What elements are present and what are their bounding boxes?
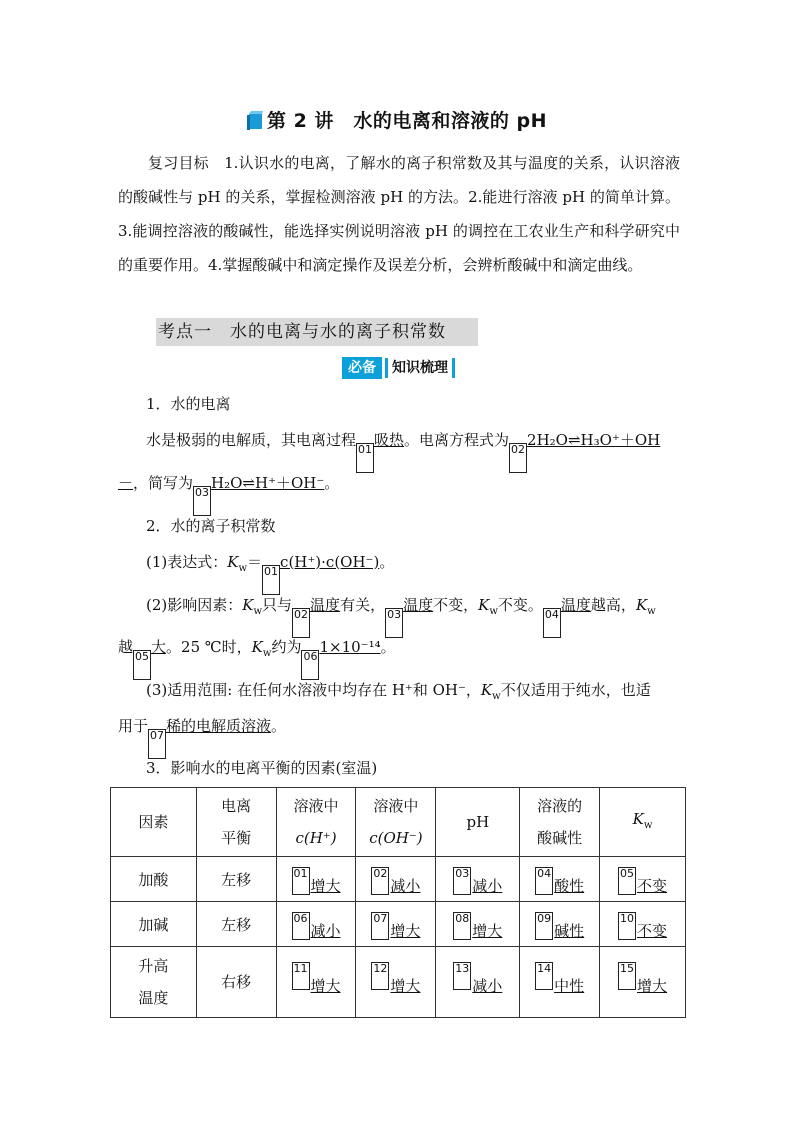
row-equilibrium: 右移: [196, 947, 276, 1018]
table-cell: [276, 902, 356, 947]
s2-p3-text: (3)适用范围: 在任何水溶液中均存在 H⁺和 OH⁻，: [146, 681, 481, 699]
blank-number: 11: [292, 962, 310, 990]
s2-heading: 2．水的离子积常数: [146, 517, 276, 535]
kw-symbol: K: [632, 809, 644, 828]
table-cell: [520, 857, 600, 902]
table-cell: [520, 947, 600, 1018]
table-cell: [436, 857, 520, 902]
badge-tag: 必备: [342, 357, 382, 379]
blank-number: 10: [618, 912, 636, 940]
period: 。: [379, 553, 395, 571]
answer: 温度: [560, 596, 591, 614]
row-factor: [111, 947, 197, 1018]
s2-p2-text: 有关，: [340, 596, 386, 614]
blank-number: 02: [371, 867, 389, 895]
kw-sub: w: [492, 691, 501, 702]
answer: 酸性: [554, 876, 585, 895]
header-text: c(H⁺): [295, 829, 337, 847]
header-ch: [276, 788, 356, 857]
objectives-line-4: 学研究中的重要作用。4.掌握酸碱中和滴定操作及误差分析，会辨析酸碱中和滴: [118, 222, 680, 274]
header-kw: [600, 788, 686, 857]
header-ph: pH: [436, 788, 520, 857]
answer: 稀的电解质溶液: [166, 717, 272, 735]
s2-p2-text: 越高，: [590, 596, 636, 614]
kw-sub: w: [253, 606, 263, 617]
s2-p2-text: 约为: [271, 638, 302, 656]
lesson-title-text: 第 2 讲 水的电离和溶液的 pH: [266, 110, 548, 132]
table-cell: [600, 857, 686, 902]
answer: 增大: [310, 977, 341, 995]
table-cell: [600, 902, 686, 947]
s2-p2-text: 只与: [262, 596, 293, 614]
kw-sub: w: [262, 648, 272, 659]
answer: c(H⁺)·c(OH⁻): [280, 553, 380, 571]
table-cell: [276, 857, 356, 902]
badge-label: 知识梳理: [385, 358, 455, 378]
row-factor-text: 升高: [138, 957, 169, 975]
table-cell: [436, 947, 520, 1018]
header-text: 溶液中: [373, 797, 419, 815]
kw-symbol: K: [242, 596, 254, 614]
s1-text-a: 水是极弱的电解质，其电离过程: [146, 431, 357, 449]
blank-number: 06: [292, 912, 310, 940]
table-row: [111, 947, 686, 1018]
row-equilibrium: 左移: [196, 902, 276, 947]
s1-text-b: 。电离方程式为: [404, 431, 510, 449]
blank-number: 15: [618, 962, 636, 990]
table-row: [111, 902, 686, 947]
row-factor: 加酸: [111, 857, 197, 902]
kw-sub: w: [489, 606, 498, 617]
answer: 减小: [390, 876, 421, 895]
table-row: [111, 857, 686, 902]
blank-number: 03: [385, 608, 403, 638]
header-text: 溶液中: [293, 797, 339, 815]
answer: 中性: [554, 977, 585, 995]
answer: 不变: [637, 876, 668, 895]
kw-symbol: K: [478, 596, 490, 614]
blank-number: 01: [356, 443, 374, 473]
lesson-title: [0, 106, 794, 133]
blank-number: 08: [453, 912, 471, 940]
answer: 减小: [310, 921, 341, 940]
table-cell: [356, 902, 436, 947]
answer: 不变: [637, 921, 668, 940]
kw-symbol: K: [635, 596, 648, 614]
blank-number: 06: [301, 650, 319, 680]
objectives-line-3: 计算。3.能调控溶液的酸碱性，能选择实例说明溶液 pH 的调控在工农业生产和科: [118, 188, 680, 240]
table-cell: [276, 947, 356, 1018]
blank-number: 04: [543, 608, 561, 638]
blank-number: 09: [535, 912, 553, 940]
kw-sub: w: [238, 563, 248, 574]
kw-sub: w: [643, 819, 653, 831]
row-equilibrium: 左移: [196, 857, 276, 902]
blank-number: 04: [535, 867, 553, 895]
answer: 增大: [637, 977, 668, 995]
blank-number: 03: [453, 867, 471, 895]
row-factor-text: 温度: [138, 989, 169, 1007]
objectives-line-1: 复习目标 1.认识水的电离，了解水的离子积常数及其与温度的关系，认识: [148, 154, 650, 172]
blank-number: 01: [262, 565, 280, 595]
s2-p2-text: 不变，: [433, 596, 479, 614]
s2-p2-line2: [118, 632, 684, 680]
blank-number: 07: [148, 729, 166, 759]
blank-number: 02: [509, 443, 527, 473]
s2-p1-text: (1)表达式：: [146, 553, 228, 571]
equals: ＝: [247, 553, 263, 571]
section-heading: 考点一 水的电离与水的离子积常数: [156, 318, 478, 346]
book-icon: [247, 110, 263, 130]
answer: 减小: [472, 977, 503, 995]
s2-p3-line1: [146, 675, 712, 712]
s1-text-d: 。: [324, 474, 340, 492]
answer: 减小: [472, 876, 503, 895]
objectives-line-2: 溶液的酸碱性与 pH 的关系，掌握检测溶液 pH 的方法。2.能进行溶液 pH 的简单: [118, 154, 680, 206]
blank-number: 12: [371, 962, 389, 990]
table-cell: [520, 902, 600, 947]
table-header-row: [111, 788, 686, 857]
s2-p2-text: 。25 ℃时，: [166, 638, 252, 656]
s2-p3-text: 用于: [118, 717, 149, 735]
answer: 吸热: [374, 431, 405, 449]
blank-number: 02: [292, 608, 310, 638]
answer: 增大: [472, 921, 503, 940]
answer: 增大: [310, 876, 341, 895]
blank-number: 05: [133, 650, 151, 680]
table-cell: [436, 902, 520, 947]
kw-symbol: K: [480, 681, 493, 699]
table-cell: [356, 857, 436, 902]
answer: 增大: [390, 921, 421, 940]
answer: H₂O⇌H⁺＋OH⁻: [211, 474, 325, 492]
header-equilibrium: [196, 788, 276, 857]
answer: 增大: [390, 977, 421, 995]
s1-heading: 1．水的电离: [146, 395, 231, 413]
kw-symbol: K: [251, 638, 263, 656]
answer: 温度: [403, 596, 434, 614]
header-text: 电离: [221, 797, 252, 815]
blank-number: 01: [292, 867, 310, 895]
period: 。: [380, 638, 396, 656]
answer: 大: [151, 638, 167, 656]
answer: 温度: [310, 596, 341, 614]
answer: 1×10⁻¹⁴: [319, 638, 381, 656]
s1-line1: [146, 425, 712, 473]
factors-table: [110, 787, 686, 1018]
header-factor: 因素: [111, 788, 197, 857]
blank-number: 05: [618, 867, 636, 895]
row-factor: 加碱: [111, 902, 197, 947]
answer-continued: －: [118, 474, 134, 492]
header-text: 平衡: [221, 829, 252, 847]
period: 。: [271, 717, 287, 735]
s2-p2-text: (2)影响因素：: [146, 596, 243, 614]
header-text: 溶液的: [537, 797, 583, 815]
answer: 碱性: [554, 921, 585, 940]
s2-p1: [146, 547, 712, 595]
knowledge-badge: [342, 357, 455, 379]
header-coh: [356, 788, 436, 857]
s1-text-c: ，简写为: [133, 474, 194, 492]
objectives-line-5: 定曲线。: [582, 256, 643, 274]
blank-number: 14: [535, 962, 553, 990]
s2-p2-text: 越: [118, 638, 134, 656]
s2-p2-line1: [146, 590, 712, 638]
blank-number: 03: [193, 486, 211, 516]
header-acidity: [520, 788, 600, 857]
header-text: 酸碱性: [537, 829, 583, 847]
review-objectives: [118, 146, 680, 282]
s2-p3-text: 不仅适用于纯水，也适: [500, 681, 651, 699]
kw-sub: w: [647, 606, 656, 617]
kw-symbol: K: [227, 553, 239, 571]
answer: 2H₂O⇌H₃O⁺＋OH: [527, 431, 661, 449]
header-text: c(OH⁻): [369, 829, 423, 847]
blank-number: 13: [453, 962, 471, 990]
s2-p2-text: 不变。: [497, 596, 543, 614]
s3-heading: 3．影响水的电离平衡的因素(室温): [146, 759, 378, 777]
s2-p3-line2: [118, 711, 684, 759]
table-cell: [600, 947, 686, 1018]
table-cell: [356, 947, 436, 1018]
s1-line2: [118, 468, 684, 516]
blank-number: 07: [371, 912, 389, 940]
